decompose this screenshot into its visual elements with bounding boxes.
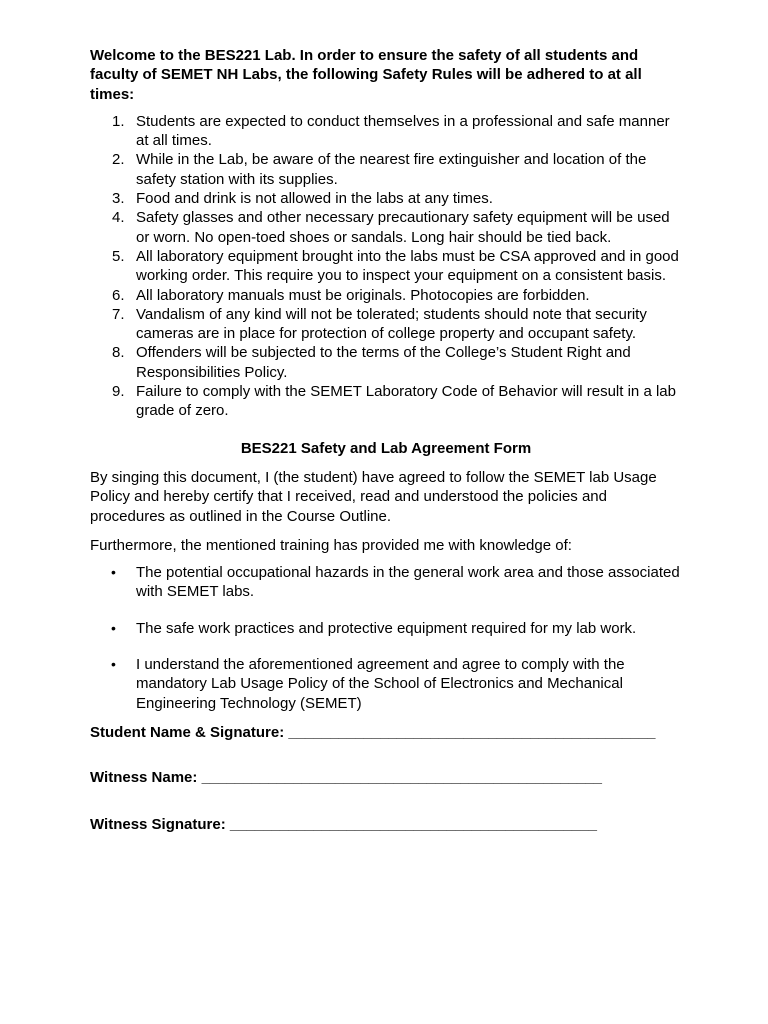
- rule-text: Food and drink is not allowed in the labs at any times.: [136, 190, 493, 208]
- rule-number: 3.: [112, 190, 125, 208]
- list-item: [90, 563, 682, 602]
- agreement-paragraph: By singing this document, I (the student) have agreed to follow the SEMET lab Usage Policy and hereby certify that I received, read and understood the policies and procedures as outlined in the Course Outline.: [90, 468, 657, 525]
- rule-text: Offenders will be subjected to the terms of the College’s Student Right and Responsibilities Policy.: [136, 344, 631, 381]
- safety-rules-list: [90, 112, 682, 421]
- form-title: BES221 Safety and Lab Agreement Form: [240, 439, 532, 457]
- witness-name-line: Witness Name: ________________________________________________: [90, 769, 602, 787]
- bullet-text: I understand the aforementioned agreement and agree to comply with the mandatory Lab Usage Policy of the School of Electronics and Mechanical Engineering Technology (SEMET): [136, 656, 625, 712]
- rule-text: While in the Lab, be aware of the nearest fire extinguisher and location of the safety station with its supplies.: [136, 151, 647, 188]
- rule-number: 4.: [112, 209, 125, 227]
- student-signature-line: Student Name & Signature: ____________________________________________: [90, 723, 656, 741]
- intro-heading: Welcome to the BES221 Lab. In order to ensure the safety of all students and faculty of SEMET NH Labs, the following Safety Rules will be adhered to at all times:: [90, 47, 642, 103]
- rule-text: Safety glasses and other necessary precautionary safety equipment will be used or worn. No open-toed shoes or sandals. Long hair should be tied back.: [136, 209, 670, 246]
- rule-number: 8.: [112, 344, 125, 362]
- rule-item: [90, 112, 682, 151]
- witness-signature-line: Witness Signature: ____________________________________________: [90, 815, 597, 833]
- rule-item: [90, 247, 682, 286]
- rule-number: 5.: [112, 247, 125, 265]
- rule-text: All laboratory manuals must be originals. Photocopies are forbidden.: [136, 286, 590, 304]
- rule-text: Failure to comply with the SEMET Laboratory Code of Behavior will result in a lab grade of zero.: [136, 383, 676, 420]
- bullet-icon: •: [111, 619, 116, 636]
- bullet-text: The potential occupational hazards in the general work area and those associated with SEMET labs.: [136, 564, 680, 601]
- rule-item: [90, 305, 682, 344]
- training-paragraph: Furthermore, the mentioned training has provided me with knowledge of:: [90, 536, 572, 554]
- rule-number: 9.: [112, 383, 125, 401]
- rule-text: Students are expected to conduct themselves in a professional and safe manner at all times.: [136, 112, 670, 150]
- rule-number: 1.: [112, 112, 125, 130]
- rule-item: [90, 208, 682, 247]
- list-item: [90, 619, 682, 638]
- rule-item: [90, 382, 682, 421]
- rule-item: [90, 189, 682, 208]
- document-page: [90, 46, 682, 834]
- rule-text: Vandalism of any kind will not be tolerated; students should note that security cameras are in place for protection of college property and occupant safety.: [136, 305, 647, 343]
- rule-text: All laboratory equipment brought into the labs must be CSA approved and in good working order. This require you to inspect your equipment on a consistent basis.: [136, 247, 679, 285]
- bullet-icon: •: [111, 656, 116, 673]
- rule-number: 2.: [112, 151, 125, 169]
- rule-item: [90, 286, 682, 305]
- rule-number: 6.: [112, 286, 125, 304]
- bullet-text: The safe work practices and protective equipment required for my lab work.: [136, 619, 637, 637]
- rule-item: [90, 343, 682, 382]
- knowledge-list: [90, 563, 682, 713]
- list-item: [90, 655, 682, 713]
- rule-number: 7.: [112, 305, 125, 323]
- bullet-icon: •: [111, 564, 116, 581]
- rule-item: [90, 150, 682, 189]
